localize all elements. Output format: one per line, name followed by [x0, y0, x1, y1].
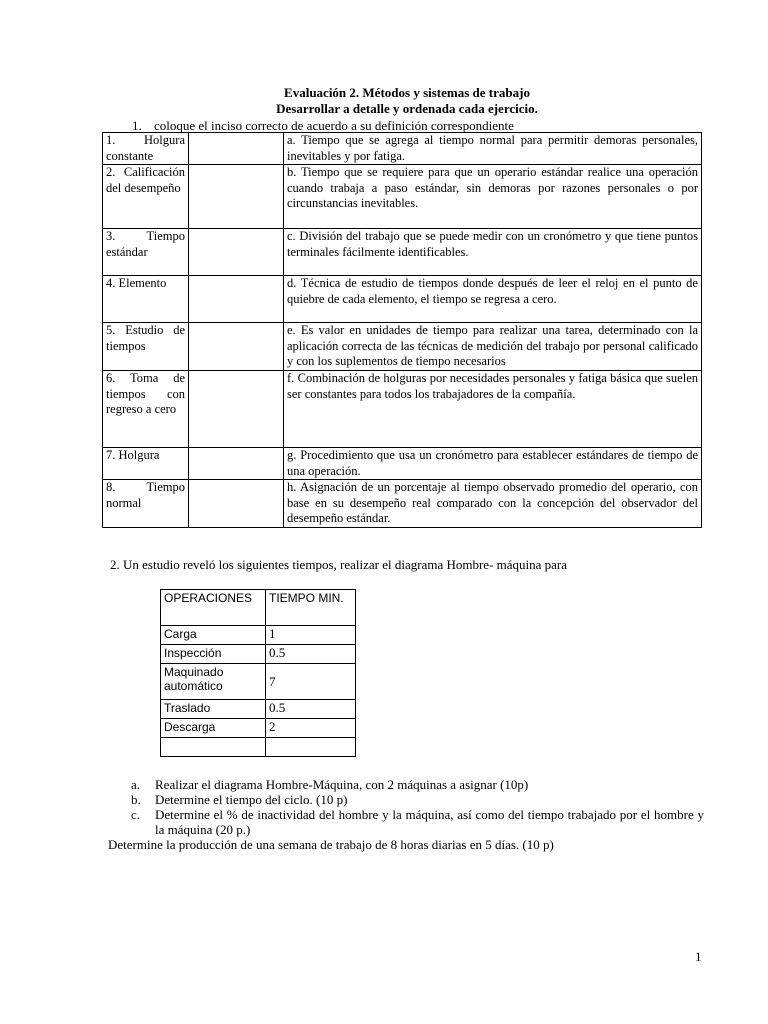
- table-row: [103, 133, 702, 165]
- document-subtitle: Desarrollar a detalle y ordenada cada ejercicio.: [276, 101, 538, 116]
- item-text: Determine el tiempo del ciclo. (10 p): [155, 792, 348, 807]
- item-text: Determine el % de inactividad del hombre y la máquina, así como del tiempo trabajado por el hombre y la máquina (20 p.): [155, 807, 704, 837]
- item-marker: a.: [131, 777, 141, 792]
- term-cell: 5. Estudio de tiempos: [103, 323, 189, 371]
- question-1-instruction: [132, 118, 514, 133]
- time-cell: 2: [266, 719, 356, 738]
- answer-cell[interactable]: [189, 371, 284, 448]
- operation-cell: Maquinado automático: [161, 664, 266, 700]
- definition-cell: d. Técnica de estudio de tiempos donde después de leer el reloj en el punto de quiebre de cada elemento, el tiempo se regresa a cero.: [284, 276, 702, 323]
- table-row: [161, 645, 356, 664]
- question-1-number: 1.: [132, 118, 142, 133]
- table-row: [161, 738, 356, 757]
- table-row: [103, 165, 702, 229]
- operation-cell: Traslado: [161, 700, 266, 719]
- table-header-row: [161, 590, 356, 626]
- question-2-intro: 2. Un estudio reveló los siguientes tiempos, realizar el diagrama Hombre- máquina para: [110, 557, 568, 572]
- term-cell: 7. Holgura: [103, 448, 189, 480]
- answer-cell[interactable]: [189, 276, 284, 323]
- definition-cell: c. División del trabajo que se puede medir con un cronómetro y que tiene puntos terminales fácilmente identificables.: [284, 229, 702, 276]
- term-cell: 2. Calificación del desempeño: [103, 165, 189, 229]
- answer-cell[interactable]: [189, 133, 284, 165]
- definition-cell: a. Tiempo que se agrega al tiempo normal para permitir demoras personales, inevitables y por fatiga.: [284, 133, 702, 165]
- item-text: Realizar el diagrama Hombre-Máquina, con 2 máquinas a asignar (10p): [155, 777, 529, 792]
- item-marker: c.: [131, 807, 141, 822]
- table-row: [103, 229, 702, 276]
- page-number: 1: [695, 949, 702, 964]
- header-time: TIEMPO MIN.: [266, 590, 356, 626]
- operation-cell: Carga: [161, 626, 266, 645]
- time-cell: 7: [266, 664, 356, 700]
- question-2-items: [108, 777, 704, 837]
- item-marker: b.: [131, 792, 141, 807]
- operation-cell: Inspección: [161, 645, 266, 664]
- operations-table: [160, 589, 356, 757]
- answer-cell[interactable]: [189, 165, 284, 229]
- table-row: [161, 626, 356, 645]
- table-row: [161, 719, 356, 738]
- operation-cell: [161, 738, 266, 757]
- definition-cell: h. Asignación de un porcentaje al tiempo observado promedio del operario, con base en su desempeño real comparado con la concepción del observador del desempeño estándar.: [284, 480, 702, 528]
- table-row: [103, 276, 702, 323]
- definition-cell: f. Combinación de holguras por necesidades personales y fatiga básica que suelen ser constantes para todos los trabajadores de la compañía.: [284, 371, 702, 448]
- definition-cell: b. Tiempo que se requiere para que un operario estándar realice una operación cuando trabaja a paso estándar, sin demoras por razones personales o por circunstancias inevitables.: [284, 165, 702, 229]
- operation-cell: Descarga: [161, 719, 266, 738]
- definitions-table: [102, 132, 702, 528]
- document-title: Evaluación 2. Métodos y sistemas de trabajo: [284, 85, 530, 100]
- term-cell: 3. Tiempo estándar: [103, 229, 189, 276]
- answer-cell[interactable]: [189, 448, 284, 480]
- answer-cell[interactable]: [189, 229, 284, 276]
- table-row: [103, 323, 702, 371]
- answer-cell[interactable]: [189, 480, 284, 528]
- list-item: [108, 792, 704, 807]
- term-cell: 8. Tiempo normal: [103, 480, 189, 528]
- question-1-text: coloque el inciso correcto de acuerdo a su definición correspondiente: [154, 118, 514, 133]
- time-cell: 0.5: [266, 645, 356, 664]
- table-row: [161, 664, 356, 700]
- list-item: [108, 777, 704, 792]
- answer-cell[interactable]: [189, 323, 284, 371]
- table-row: [103, 480, 702, 528]
- time-cell: [266, 738, 356, 757]
- term-cell: 4. Elemento: [103, 276, 189, 323]
- definition-cell: e. Es valor en unidades de tiempo para realizar una tarea, determinado con la aplicación correcta de las técnicas de medición del trabajo por personal calificado y con los suplementos de tiempo necesarios: [284, 323, 702, 371]
- final-instruction: Determine la producción de una semana de trabajo de 8 horas diarias en 5 días. (10 p): [108, 837, 554, 852]
- list-item: [108, 807, 704, 837]
- table-row: [161, 700, 356, 719]
- term-cell: 6. Toma de tiempos con regreso a cero: [103, 371, 189, 448]
- definition-cell: g. Procedimiento que usa un cronómetro para establecer estándares de tiempo de una operación.: [284, 448, 702, 480]
- time-cell: 0.5: [266, 700, 356, 719]
- header-operations: OPERACIONES: [161, 590, 266, 626]
- table-row: [103, 371, 702, 448]
- time-cell: 1: [266, 626, 356, 645]
- table-row: [103, 448, 702, 480]
- term-cell: 1. Holgura constante: [103, 133, 189, 165]
